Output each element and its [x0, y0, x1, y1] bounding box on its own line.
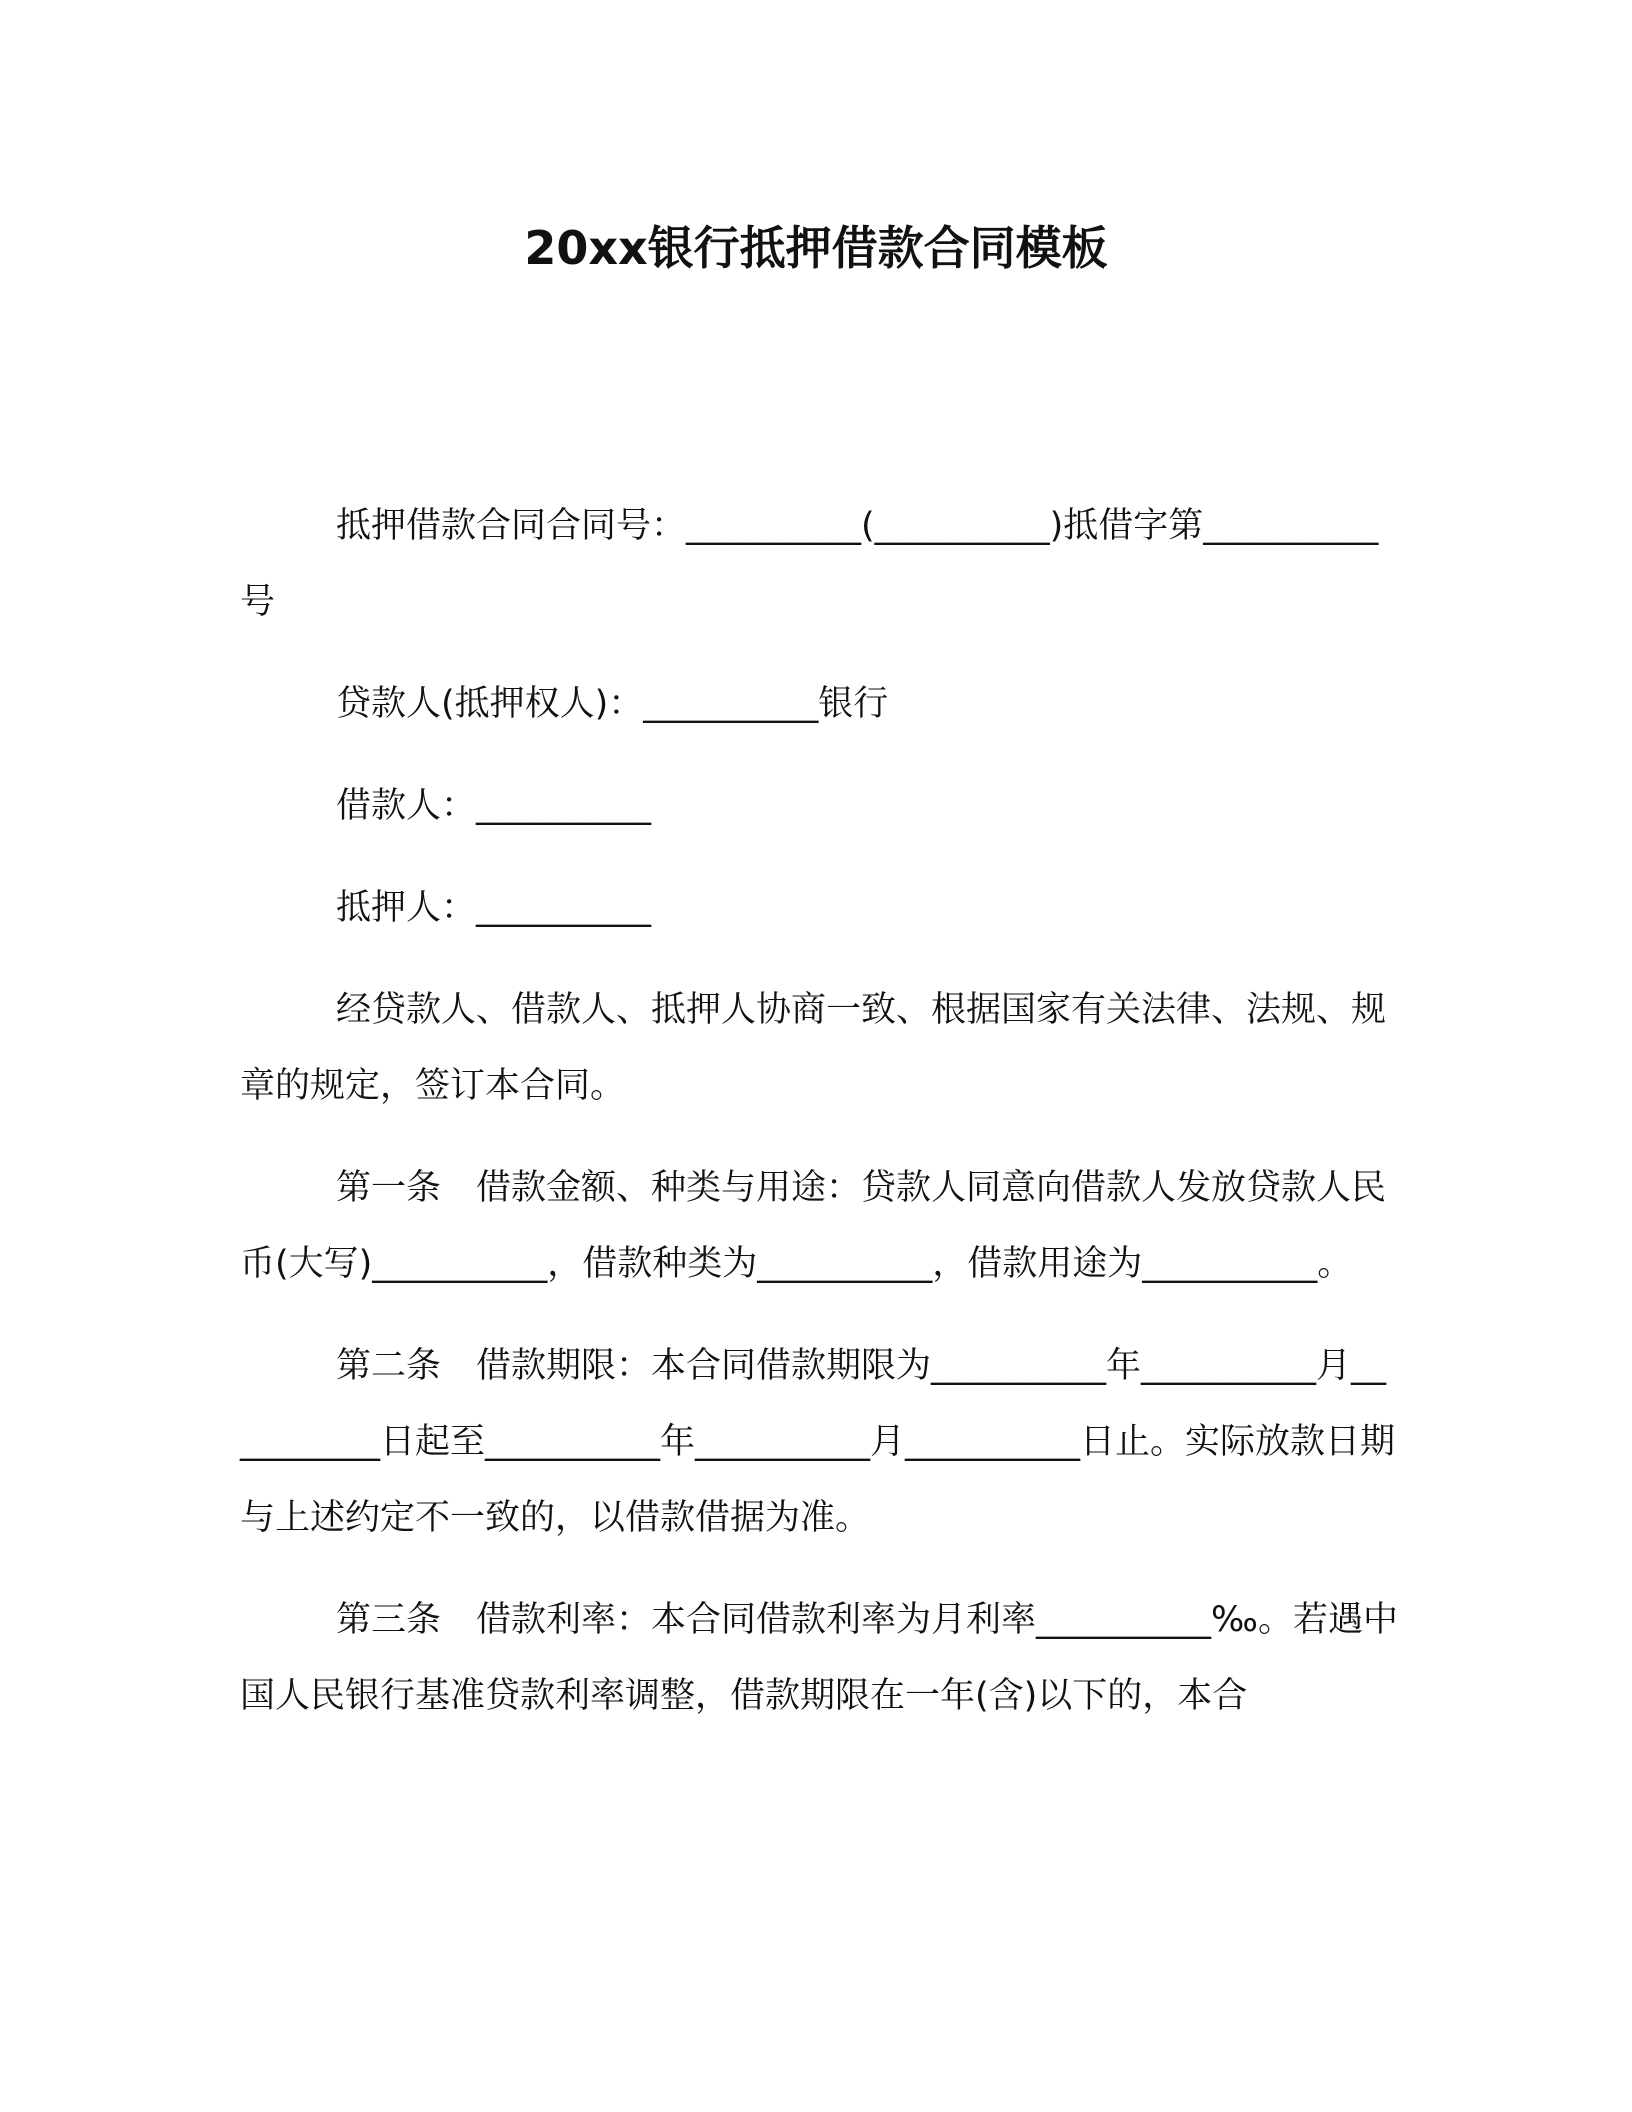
borrower-line: 借款人：__________	[336, 786, 652, 826]
contract-number-line: 抵押借款合同合同号：__________(__________)抵借字第__________号	[240, 506, 1379, 622]
article-3-paragraph: 第三条 借款利率：本合同借款利率为月利率__________‰。若遇中国人民银行基准贷款利率调整，借款期限在一年(含)以下的，本合	[240, 1600, 1398, 1716]
lender-line: 贷款人(抵押权人)：__________银行	[336, 684, 889, 724]
article-1-paragraph: 第一条 借款金额、种类与用途：贷款人同意向借款人发放贷款人民币(大写)__________，借款种类为__________，借款用途为__________。	[240, 1168, 1387, 1284]
article-2-paragraph: 第二条 借款期限：本合同借款期限为__________年__________月__________日起至__________年__________月__________日止。实际放款日期与上述约定不一致的，以借款借据为准。	[240, 1346, 1396, 1538]
document-body	[240, 488, 1402, 1760]
preamble-paragraph: 经贷款人、借款人、抵押人协商一致、根据国家有关法律、法规、规章的规定，签订本合同。	[240, 990, 1387, 1106]
mortgagor-line: 抵押人：__________	[336, 888, 652, 928]
document-title: 20xx银行抵押借款合同模板	[524, 221, 1108, 275]
